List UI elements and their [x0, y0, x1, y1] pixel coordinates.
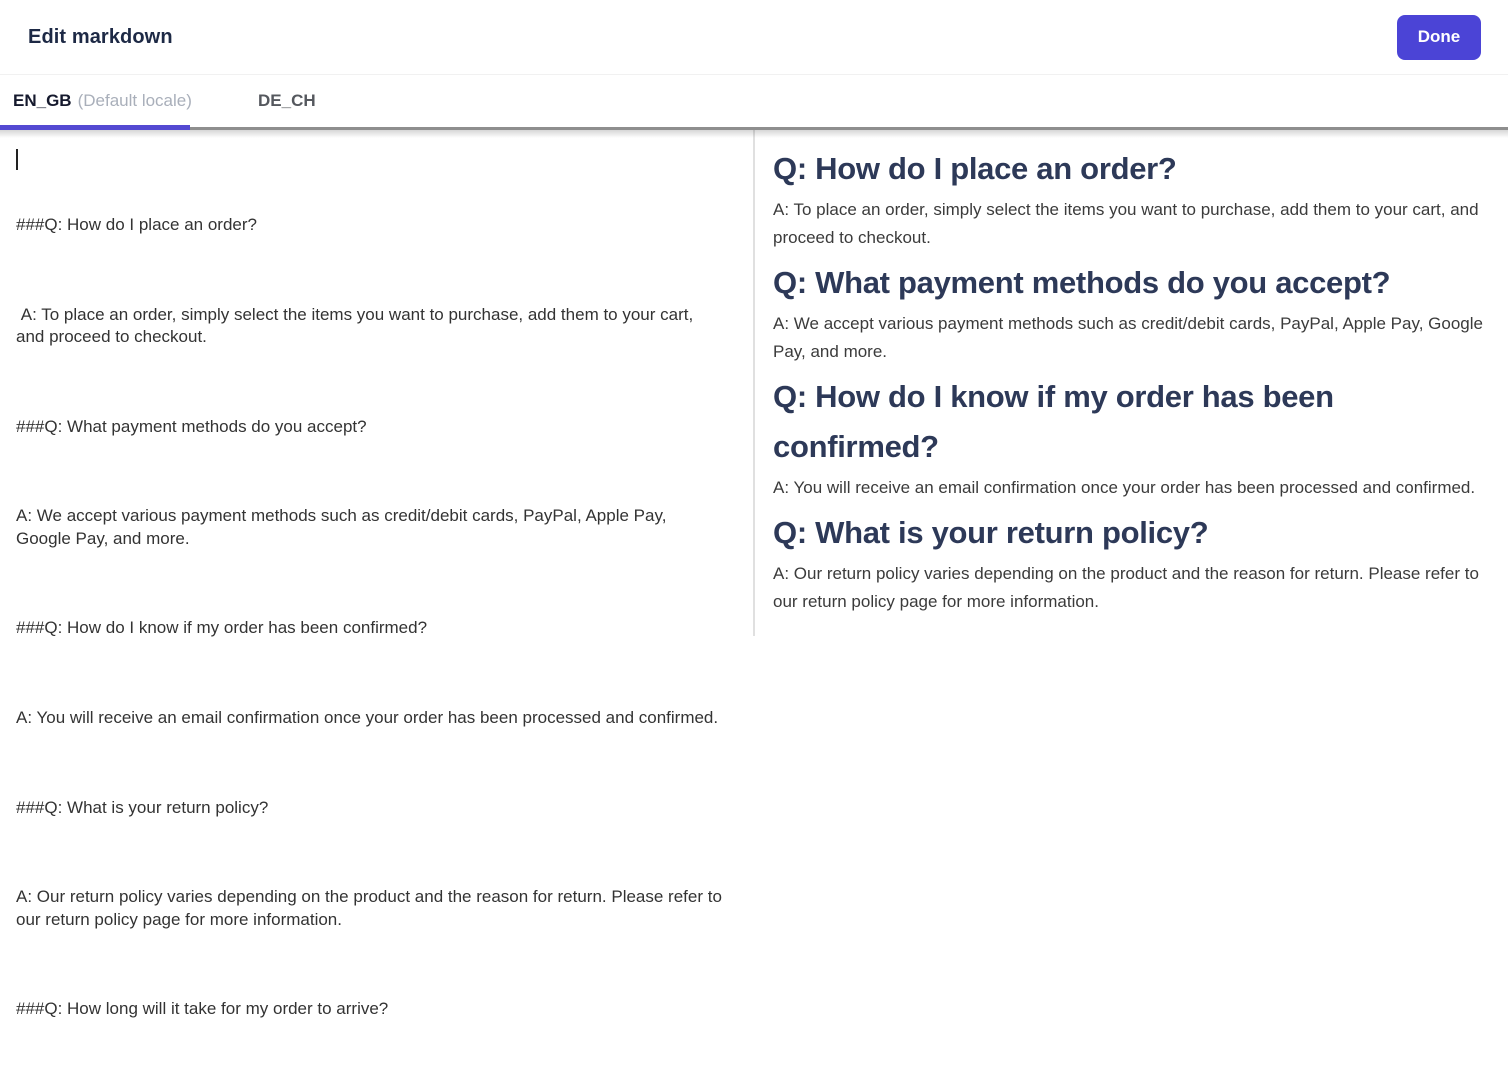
active-tab-indicator [0, 125, 190, 130]
page-title: Edit markdown [28, 25, 173, 48]
preview-answer: A: We accept various payment methods such as credit/debit cards, PayPal, Apple Pay, Google Pay, and more. [773, 314, 1483, 361]
header [0, 0, 1508, 75]
source-line: ###Q: What is your return policy? [16, 797, 269, 817]
tab-de-ch-label: DE_CH [258, 91, 316, 110]
preview-question: Q: What is your return policy? [773, 515, 1209, 550]
tabbar-rule [0, 127, 1508, 130]
tab-en-gb-suffix: (Default locale) [77, 91, 192, 110]
source-line: A: You will receive an email confirmation once your order has been processed and confirmed. [16, 708, 719, 728]
source-line: ###Q: How long will it take for my order to arrive? [16, 999, 389, 1019]
preview-question: Q: How do I place an order? [773, 151, 1177, 186]
preview-question: Q: How do I know if my order has been confirmed? [773, 379, 1334, 464]
source-line: ###Q: What payment methods do you accept? [16, 416, 367, 436]
editor-preview-split [0, 130, 1508, 1019]
preview-answer: A: Our return policy varies depending on the product and the reason for return. Please refer to our return policy page for more information. [773, 564, 1479, 611]
locale-tabs [0, 75, 1508, 127]
preview-answer: A: To place an order, simply select the items you want to purchase, add them to your cart, and proceed to checkout. [773, 200, 1479, 247]
source-line: ###Q: How do I know if my order has been confirmed? [16, 618, 428, 638]
preview-question: Q: What payment methods do you accept? [773, 265, 1391, 300]
done-button[interactable]: Done [1397, 15, 1481, 60]
source-line: A: Our return policy varies depending on the product and the reason for return. Please refer to our return policy page for more information. [16, 887, 727, 929]
tab-de-ch[interactable] [245, 75, 329, 127]
source-line: ###Q: How do I place an order? [16, 215, 257, 235]
markdown-source-editor[interactable] [0, 130, 753, 1019]
text-cursor [16, 149, 18, 170]
tab-en-gb-label: EN_GB [13, 91, 72, 110]
markdown-preview [755, 130, 1508, 636]
source-line: A: To place an order, simply select the items you want to purchase, add them to your cart, and proceed to checkout. [16, 304, 698, 347]
source-line: A: We accept various payment methods such as credit/debit cards, PayPal, Apple Pay, Google Pay, and more. [16, 506, 672, 548]
tab-en-gb[interactable] [0, 75, 190, 127]
preview-answer: A: You will receive an email confirmation once your order has been processed and confirmed. [773, 478, 1476, 497]
